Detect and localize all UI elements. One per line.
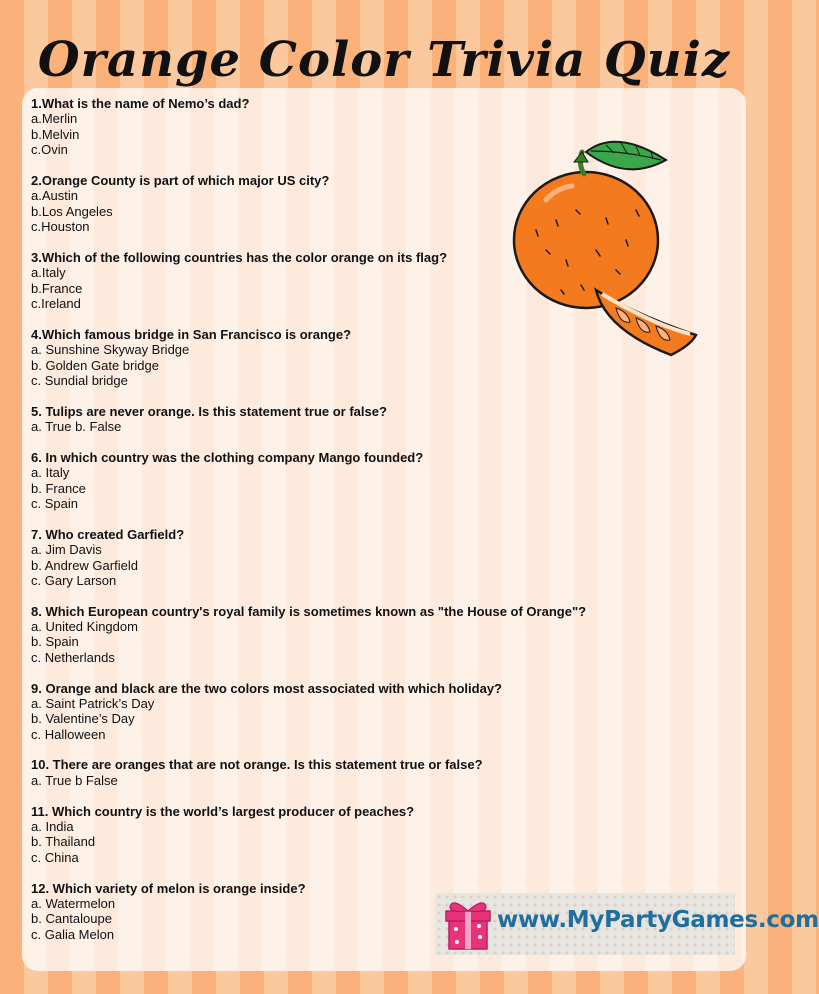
answer-option: a. Watermelon [31,895,116,911]
answer-option: c. Netherlands [31,649,115,665]
answer-option: c.Houston [31,219,90,235]
question-text: 7. Who created Garfield? [31,526,185,542]
question-item [31,804,651,866]
question-text: 1.What is the name of Nemo’s dad? [31,96,250,111]
brand-url[interactable]: www.MyPartyGames.com [497,907,819,933]
orange-fruit-icon [506,130,706,370]
answer-option: b.France [31,280,83,296]
question-text: 3.Which of the following countries has the color orange on its flag? [31,249,448,265]
question-item [31,527,651,589]
answer-option: b. Andrew Garfield [31,557,138,573]
answer-option: c. Gary Larson [31,572,117,588]
answer-option: a.Italy [31,265,66,281]
answer-option: b. Thailand [31,834,96,850]
question-item [31,450,651,512]
answer-option: c.Ovin [31,142,68,158]
answer-option: c. China [31,849,79,865]
question-text: 2.Orange County is part of which major US city? [31,172,330,188]
answer-option: a. India [31,819,74,834]
brand-banner[interactable] [435,893,819,955]
answer-option: a. United Kingdom [31,619,138,635]
answer-option: a. True b. False [31,419,122,435]
question-text: 5. Tulips are never orange. Is this statement true or false? [31,403,387,419]
gift-box-icon [443,899,493,951]
answer-option: b.Los Angeles [31,203,113,219]
answer-option: b. France [31,480,86,496]
answer-option: a. Jim Davis [31,542,102,558]
answer-option: b.Melvin [31,126,80,142]
page-title: Orange Color Trivia Quiz [37,32,731,88]
answer-option: c. Spain [31,496,78,512]
question-text: 8. Which European country's royal family is sometimes known as "the House of Orange"? [31,603,587,619]
answer-option: a. Saint Patrick’s Day [31,695,155,711]
question-item [31,604,651,666]
answer-option: c. Halloween [31,726,106,742]
answer-option: a. True b False [31,772,118,788]
question-item [31,757,651,788]
question-item [31,404,651,435]
question-text: 9. Orange and black are the two colors most associated with which holiday? [31,680,503,696]
answer-option: b. Golden Gate bridge [31,357,159,373]
answer-option: b. Cantaloupe [31,911,112,927]
question-text: 4.Which famous bridge in San Francisco is orange? [31,326,352,342]
question-text: 12. Which variety of melon is orange inside? [31,880,306,896]
answer-option: a. Italy [31,465,70,481]
question-text: 6. In which country was the clothing company Mango founded? [31,449,424,465]
answer-option: a.Merlin [31,111,78,127]
answer-option: a.Austin [31,188,78,204]
answer-option: c. Sundial bridge [31,372,128,388]
answer-option: b. Spain [31,634,79,650]
answer-option: c.Ireland [31,296,81,312]
question-item [31,681,651,743]
question-text: 11. Which country is the world’s largest producer of peaches? [31,803,415,819]
answer-option: c. Galia Melon [31,926,115,942]
answer-option: a. Sunshine Skyway Bridge [31,342,190,358]
question-text: 10. There are oranges that are not orange. Is this statement true or false? [31,757,483,773]
answer-option: b. Valentine’s Day [31,711,135,727]
